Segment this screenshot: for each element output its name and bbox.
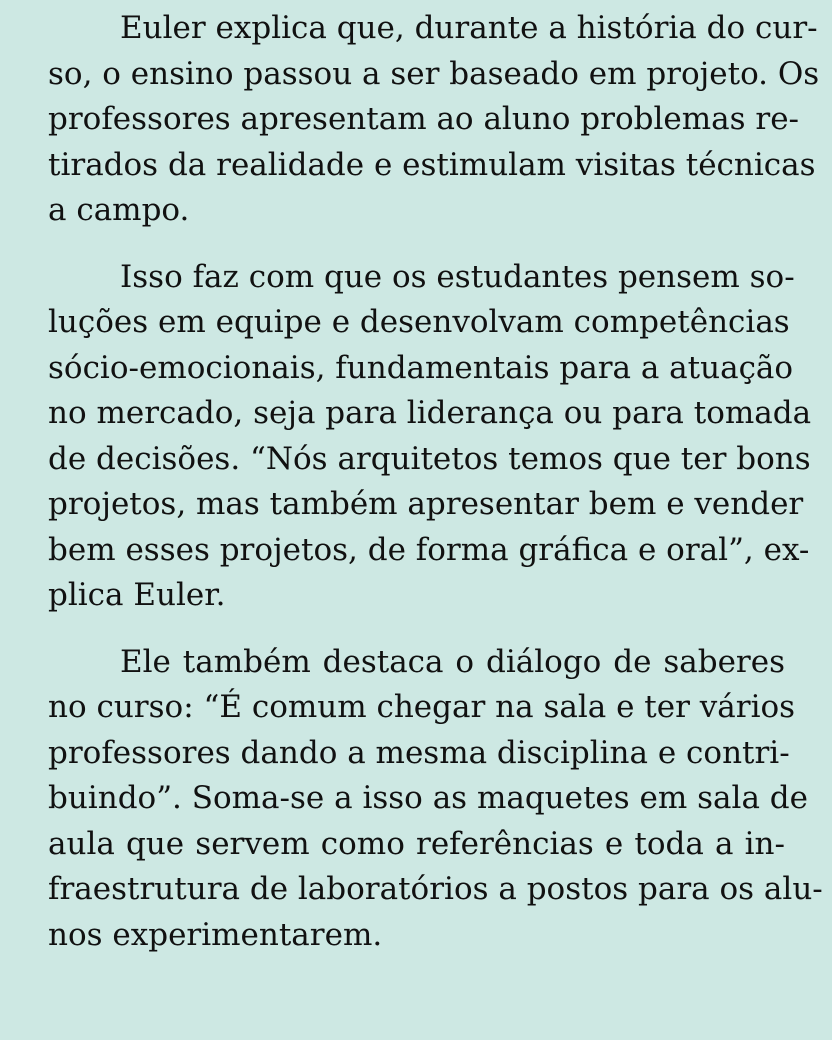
article-body <box>48 0 823 979</box>
text-line: aula que servem como referências e toda a in- <box>48 825 785 862</box>
text-line: plica Euler. <box>48 577 226 613</box>
text-line: buindo”. Soma-se a isso as maquetes em sala de <box>48 780 808 816</box>
paragraph <box>48 640 823 959</box>
paragraph <box>48 0 820 234</box>
text-line: a campo. <box>48 192 190 228</box>
text-line: Isso faz com que os estudantes pensem so- <box>120 258 795 295</box>
text-line: so, o ensino passou a ser baseado em projeto. Os <box>48 55 820 92</box>
paragraph <box>48 255 812 619</box>
text-line: luções em equipe e desenvolvam competências <box>48 304 790 340</box>
text-line: no mercado, seja para liderança ou para tomada <box>48 395 812 431</box>
text-line: sócio-emocionais, fundamentais para a atuação <box>48 349 794 386</box>
text-line: professores dando a mesma disciplina e contri- <box>48 734 790 771</box>
text-line: de decisões. “Nós arquitetos temos que ter bons <box>48 440 811 477</box>
text-line: projetos, mas também apresentar bem e vender <box>48 486 804 522</box>
text-line: nos experimentarem. <box>48 916 383 953</box>
text-line: bem esses projetos, de forma gráfica e oral”, ex- <box>48 531 810 568</box>
text-line: Euler explica que, durante a história do cur- <box>120 10 818 46</box>
text-line: tirados da realidade e estimulam visitas técnicas <box>48 146 816 183</box>
text-line: no curso: “É comum chegar na sala e ter vários <box>48 689 796 725</box>
text-line: fraestrutura de laboratórios a postos para os alu- <box>48 871 823 907</box>
text-line: Ele também destaca o diálogo de saberes <box>120 643 785 680</box>
text-line: professores apresentam ao aluno problemas re- <box>48 101 800 137</box>
